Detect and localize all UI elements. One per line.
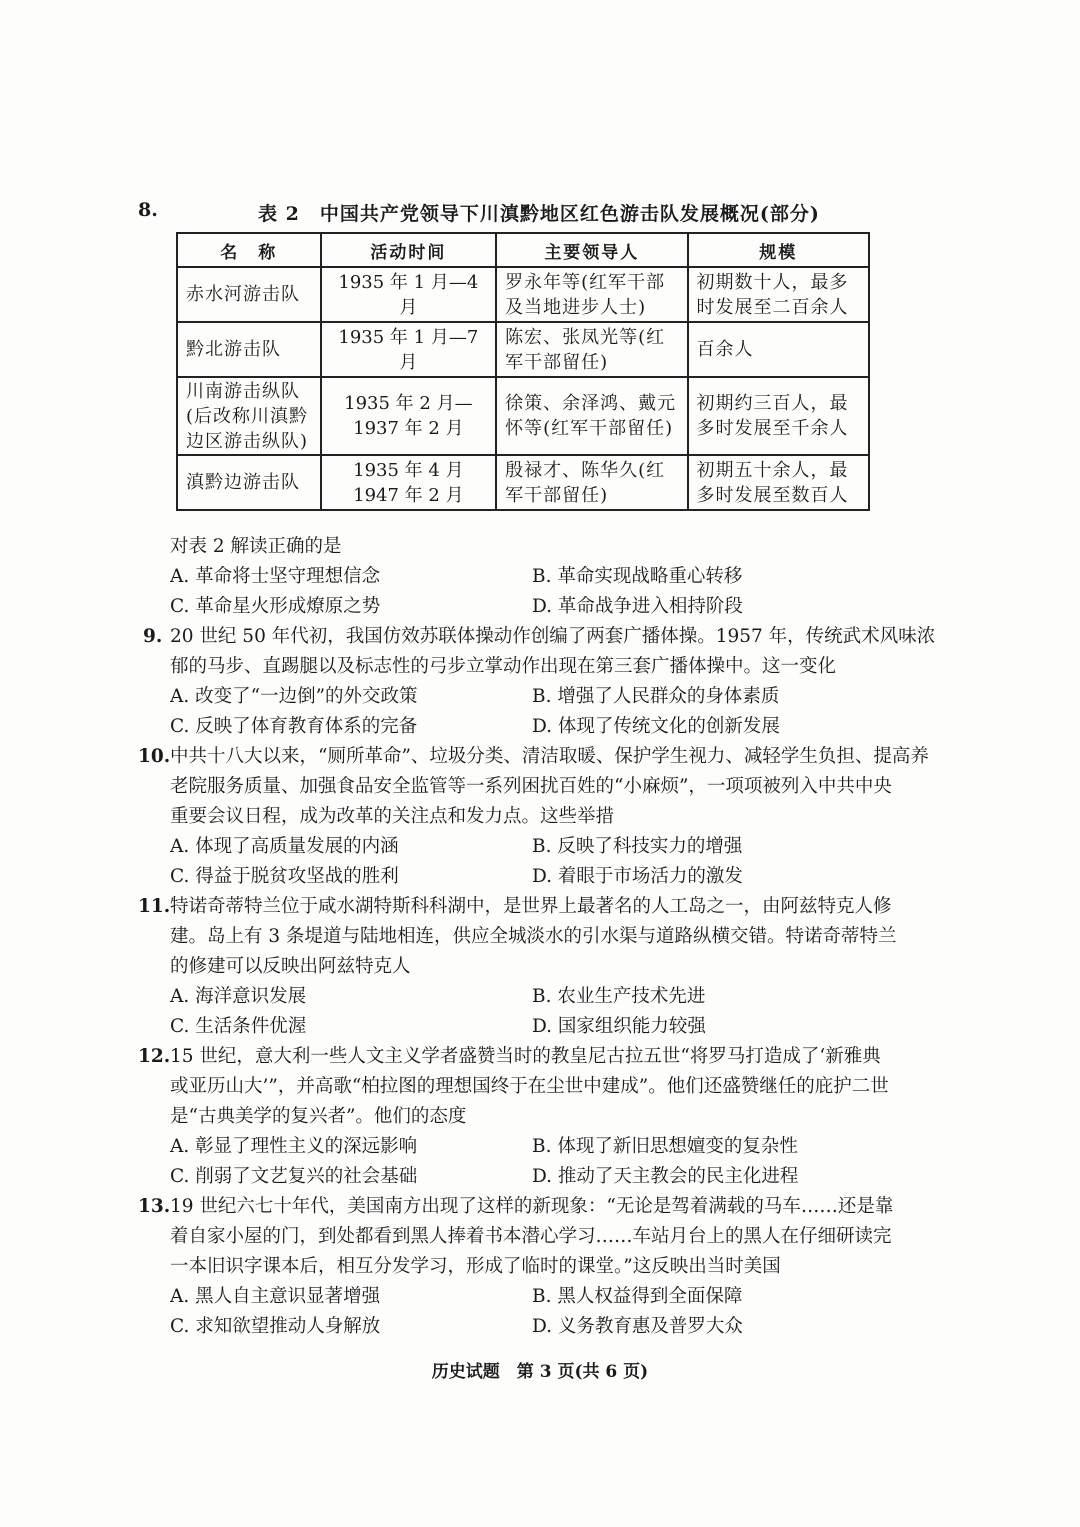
table-row	[177, 377, 869, 455]
q8-option-b[interactable]: B. 革命实现战略重心转移	[532, 566, 743, 587]
q13-option-b[interactable]: B. 黑人权益得到全面保障	[532, 1286, 743, 1307]
cell-leaders: 陈宏、张凤光等(红军干部留任)	[496, 322, 687, 377]
question-13-number: 13.	[138, 1196, 171, 1217]
cell-leaders: 殷禄才、陈华久(红军干部留任)	[496, 455, 687, 510]
question-10-line: 重要会议日程，成为改革的关注点和发力点。这些举措	[170, 806, 615, 827]
header-name: 名 称	[177, 233, 321, 267]
q10-option-c[interactable]: C. 得益于脱贫攻坚战的胜利	[170, 866, 399, 887]
question-9-number: 9.	[143, 626, 163, 647]
q11-option-d[interactable]: D. 国家组织能力较强	[532, 1016, 706, 1037]
header-leaders: 主要领导人	[496, 233, 687, 267]
q11-option-b[interactable]: B. 农业生产技术先进	[532, 986, 706, 1007]
question-12-number: 12.	[138, 1046, 171, 1067]
question-11-number: 11.	[138, 896, 171, 917]
table-row	[177, 322, 869, 377]
question-13-line: 一本旧识字课本后，相互分发学习，形成了临时的课堂。”这反映出当时美国	[170, 1256, 781, 1277]
q9-option-b[interactable]: B. 增强了人民群众的身体素质	[532, 686, 780, 707]
question-13-line: 着自家小屋的门，到处都看到黑人捧着书本潜心学习……车站月台上的黑人在仔细研读完	[170, 1226, 892, 1247]
q9-option-d[interactable]: D. 体现了传统文化的创新发展	[532, 716, 780, 737]
cell-name: 赤水河游击队	[177, 267, 321, 322]
cell-scale: 初期数十人，最多时发展至二百余人	[688, 267, 869, 322]
question-12-line: 15 世纪，意大利一些人文主义学者盛赞当时的教皇尼古拉五世“将罗马打造成了‘新雅典	[170, 1046, 881, 1067]
cell-scale: 百余人	[688, 322, 869, 377]
q13-option-c[interactable]: C. 求知欲望推动人身解放	[170, 1316, 381, 1337]
q8-option-c[interactable]: C. 革命星火形成燎原之势	[170, 596, 381, 617]
q8-option-d[interactable]: D. 革命战争进入相持阶段	[532, 596, 743, 617]
cell-name: 滇黔边游击队	[177, 455, 321, 510]
question-11-line: 建。岛上有 3 条堤道与陆地相连，供应全城淡水的引水渠与道路纵横交错。特诺奇蒂特兰	[170, 926, 897, 947]
q12-option-d[interactable]: D. 推动了天主教会的民主化进程	[532, 1166, 799, 1187]
page-footer: 历史试题 第 3 页(共 6 页)	[431, 1362, 649, 1382]
cell-leaders: 徐策、余泽鸿、戴元怀等(红军干部留任)	[496, 377, 687, 455]
table-header-row	[177, 233, 869, 267]
question-10-line: 老院服务质量、加强食品安全监管等一系列困扰百姓的“小麻烦”，一项项被列入中共中央	[170, 776, 892, 797]
q9-option-c[interactable]: C. 反映了体育教育体系的完备	[170, 716, 418, 737]
q13-option-d[interactable]: D. 义务教育惠及普罗大众	[532, 1316, 743, 1337]
question-8-stem: 对表 2 解读正确的是	[170, 536, 342, 557]
cell-scale: 初期约三百人，最多时发展至千余人	[688, 377, 869, 455]
question-13-line: 19 世纪六七十年代，美国南方出现了这样的新现象：“无论是驾着满载的马车……还是靠	[170, 1196, 894, 1217]
cell-time: 1935 年 1 月—4 月	[321, 267, 497, 322]
q11-option-c[interactable]: C. 生活条件优渥	[170, 1016, 307, 1037]
table-2-title: 表 2 中国共产党领导下川滇黔地区红色游击队发展概况(部分)	[258, 203, 820, 225]
header-time: 活动时间	[321, 233, 497, 267]
q9-option-a[interactable]: A. 改变了“一边倒”的外交政策	[170, 686, 418, 707]
cell-time: 1935 年 2 月—1937 年 2 月	[321, 377, 497, 455]
q10-option-b[interactable]: B. 反映了科技实力的增强	[532, 836, 743, 857]
q10-option-d[interactable]: D. 着眼于市场活力的激发	[532, 866, 743, 887]
cell-scale: 初期五十余人，最多时发展至数百人	[688, 455, 869, 510]
guerrilla-table	[176, 232, 870, 511]
cell-leaders: 罗永年等(红军干部及当地进步人士)	[496, 267, 687, 322]
question-9-line: 20 世纪 50 年代初，我国仿效苏联体操动作创编了两套广播体操。1957 年，传统武术风味浓	[170, 626, 936, 647]
q12-option-b[interactable]: B. 体现了新旧思想嬗变的复杂性	[532, 1136, 798, 1157]
question-12-line: 或亚历山大’”，并高歌“柏拉图的理想国终于在尘世中建成”。他们还盛赞继任的庇护二世	[170, 1076, 889, 1097]
q12-option-c[interactable]: C. 削弱了文艺复兴的社会基础	[170, 1166, 418, 1187]
q10-option-a[interactable]: A. 体现了高质量发展的内涵	[170, 836, 399, 857]
header-scale: 规模	[688, 233, 869, 267]
q8-option-a[interactable]: A. 革命将士坚守理想信念	[170, 566, 381, 587]
q13-option-a[interactable]: A. 黑人自主意识显著增强	[170, 1286, 381, 1307]
question-10-number: 10.	[138, 746, 171, 767]
table-row	[177, 455, 869, 510]
question-9-line: 郁的马步、直踢腿以及标志性的弓步立掌动作出现在第三套广播体操中。这一变化	[170, 656, 837, 677]
table-row	[177, 267, 869, 322]
q12-option-a[interactable]: A. 彰显了理性主义的深远影响	[170, 1136, 418, 1157]
question-11-line: 特诺奇蒂特兰位于咸水湖特斯科科湖中，是世界上最著名的人工岛之一，由阿兹特克人修	[170, 896, 892, 917]
question-10-line: 中共十八大以来，“厕所革命”、垃圾分类、清洁取暖、保护学生视力、减轻学生负担、提高养	[170, 746, 929, 767]
cell-name: 黔北游击队	[177, 322, 321, 377]
q11-option-a[interactable]: A. 海洋意识发展	[170, 986, 307, 1007]
question-12-line: 是“古典美学的复兴者”。他们的态度	[170, 1106, 467, 1127]
cell-name: 川南游击纵队(后改称川滇黔边区游击纵队)	[177, 377, 321, 455]
question-8-number: 8.	[138, 199, 158, 221]
question-11-line: 的修建可以反映出阿兹特克人	[170, 956, 411, 977]
cell-time: 1935 年 1 月—7 月	[321, 322, 497, 377]
cell-time: 1935 年 4 月 1947 年 2 月	[321, 455, 497, 510]
